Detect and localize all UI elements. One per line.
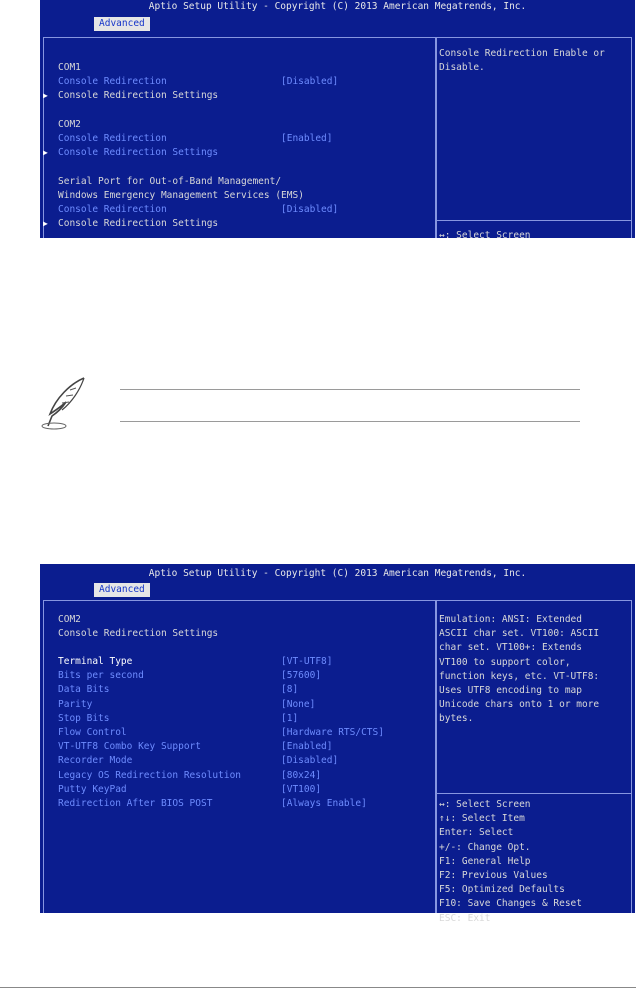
setting-value[interactable]: [Enabled] <box>281 741 333 753</box>
tab-advanced[interactable]: Advanced <box>94 17 150 31</box>
bios-screen-bottom <box>40 564 635 924</box>
setting-value[interactable]: [8] <box>281 684 299 696</box>
setting-value[interactable]: [Hardware RTS/CTS] <box>281 727 384 738</box>
settings-subheader: Console Redirection Settings <box>58 628 219 639</box>
tab-advanced[interactable]: Advanced <box>94 583 150 597</box>
help-text-line: bytes. <box>439 713 474 725</box>
bios-title: Aptio Setup Utility - Copyright (C) 2013 American Megatrends, Inc. <box>148 568 527 579</box>
setting-label[interactable]: Legacy OS Redirection Resolution <box>58 769 242 781</box>
setting-value[interactable]: [Disabled] <box>281 755 339 767</box>
key-hint: ↔: Select Screen <box>439 799 531 810</box>
com1-header: COM1 <box>58 62 81 73</box>
key-hint: F2: Previous Values <box>439 870 548 881</box>
com2-console-redirection-value[interactable]: [Enabled] <box>281 133 333 144</box>
setting-value[interactable]: [57600] <box>281 670 322 682</box>
setting-value[interactable]: [Always Enable] <box>281 798 367 809</box>
note-block <box>40 376 580 432</box>
bios-title-bar <box>40 0 635 14</box>
key-hint: ↑↓: Select Item <box>439 813 525 825</box>
setting-label[interactable]: Bits per second <box>58 670 144 682</box>
setting-label[interactable]: Parity <box>58 698 93 710</box>
key-hint: F10: Save Changes & Reset <box>439 898 582 910</box>
setting-label[interactable]: Data Bits <box>58 684 110 696</box>
com2-console-redirection-settings[interactable]: Console Redirection Settings <box>58 147 219 158</box>
setting-label[interactable]: VT-UTF8 Combo Key Support <box>58 741 201 753</box>
submenu-arrow-icon: ▶ <box>43 91 48 100</box>
ems-header-line1: Serial Port for Out-of-Band Management/ <box>58 176 282 187</box>
bios-title: Aptio Setup Utility - Copyright (C) 2013 American Megatrends, Inc. <box>148 1 527 12</box>
setting-label[interactable]: Redirection After BIOS POST <box>58 798 213 809</box>
bios-screen-top <box>40 0 635 241</box>
key-hint: F5: Optimized Defaults <box>439 884 565 896</box>
tab-bar <box>40 14 635 31</box>
com2-header: COM2 <box>58 614 81 625</box>
feather-pen-icon <box>40 376 88 432</box>
help-text-line: Disable. <box>439 62 485 73</box>
setting-label[interactable]: Putty KeyPad <box>58 783 127 795</box>
key-hint: ↔: Select Screen <box>439 230 531 241</box>
setting-value[interactable]: [VT100] <box>281 783 322 795</box>
ems-console-redirection-value[interactable]: [Disabled] <box>281 204 339 215</box>
help-text-line: ASCII char set. VT100: ASCII <box>439 628 600 640</box>
submenu-arrow-icon: ▶ <box>43 148 48 157</box>
settings-pane <box>43 37 436 238</box>
submenu-arrow-icon: ▶ <box>43 219 48 228</box>
help-text-line: char set. VT100+: Extends <box>439 642 582 654</box>
help-pane <box>436 37 632 241</box>
page-footer-rule <box>0 987 636 988</box>
setting-label[interactable]: Flow Control <box>58 727 127 738</box>
key-hint: +/-: Change Opt. <box>439 841 531 853</box>
com1-console-redirection-value[interactable]: [Disabled] <box>281 76 339 87</box>
com1-console-redirection-label[interactable]: Console Redirection <box>58 76 167 87</box>
ems-console-redirection-settings[interactable]: Console Redirection Settings <box>58 218 219 229</box>
bios-title-bar <box>40 564 635 580</box>
setting-value[interactable]: [1] <box>281 712 299 724</box>
help-text-line: Console Redirection Enable or <box>439 48 605 59</box>
help-divider <box>437 793 631 794</box>
help-text-line: Emulation: ANSI: Extended <box>439 614 582 625</box>
note-bottom-rule <box>120 421 580 422</box>
tab-bar <box>40 580 635 597</box>
help-text-line: function keys, etc. VT-UTF8: <box>439 670 600 682</box>
com2-console-redirection-label[interactable]: Console Redirection <box>58 133 167 144</box>
setting-label[interactable]: Stop Bits <box>58 712 110 724</box>
ems-header-line2: Windows Emergency Management Services (EMS) <box>58 190 304 201</box>
help-divider <box>437 220 631 221</box>
setting-value[interactable]: [None] <box>281 698 316 710</box>
setting-value[interactable]: [80x24] <box>281 769 322 781</box>
setting-label[interactable]: Recorder Mode <box>58 755 133 767</box>
bios-panel <box>40 597 635 924</box>
key-hint: ESC: Exit <box>439 912 491 924</box>
ems-console-redirection-label[interactable]: Console Redirection <box>58 204 167 215</box>
help-text-line: Unicode chars onto 1 or more <box>439 699 600 711</box>
help-text-line: VT100 to support color, <box>439 656 571 668</box>
note-top-rule <box>120 389 580 390</box>
setting-label[interactable]: Terminal Type <box>58 656 133 667</box>
key-hint: F1: General Help <box>439 855 531 867</box>
com1-console-redirection-settings[interactable]: Console Redirection Settings <box>58 90 219 101</box>
help-pane <box>436 600 632 924</box>
help-text-line: Uses UTF8 encoding to map <box>439 685 582 696</box>
setting-value[interactable]: [VT-UTF8] <box>281 656 333 667</box>
bios-panel <box>40 34 635 241</box>
com2-header: COM2 <box>58 119 81 130</box>
settings-pane <box>43 600 436 913</box>
key-hint: Enter: Select <box>439 827 514 839</box>
